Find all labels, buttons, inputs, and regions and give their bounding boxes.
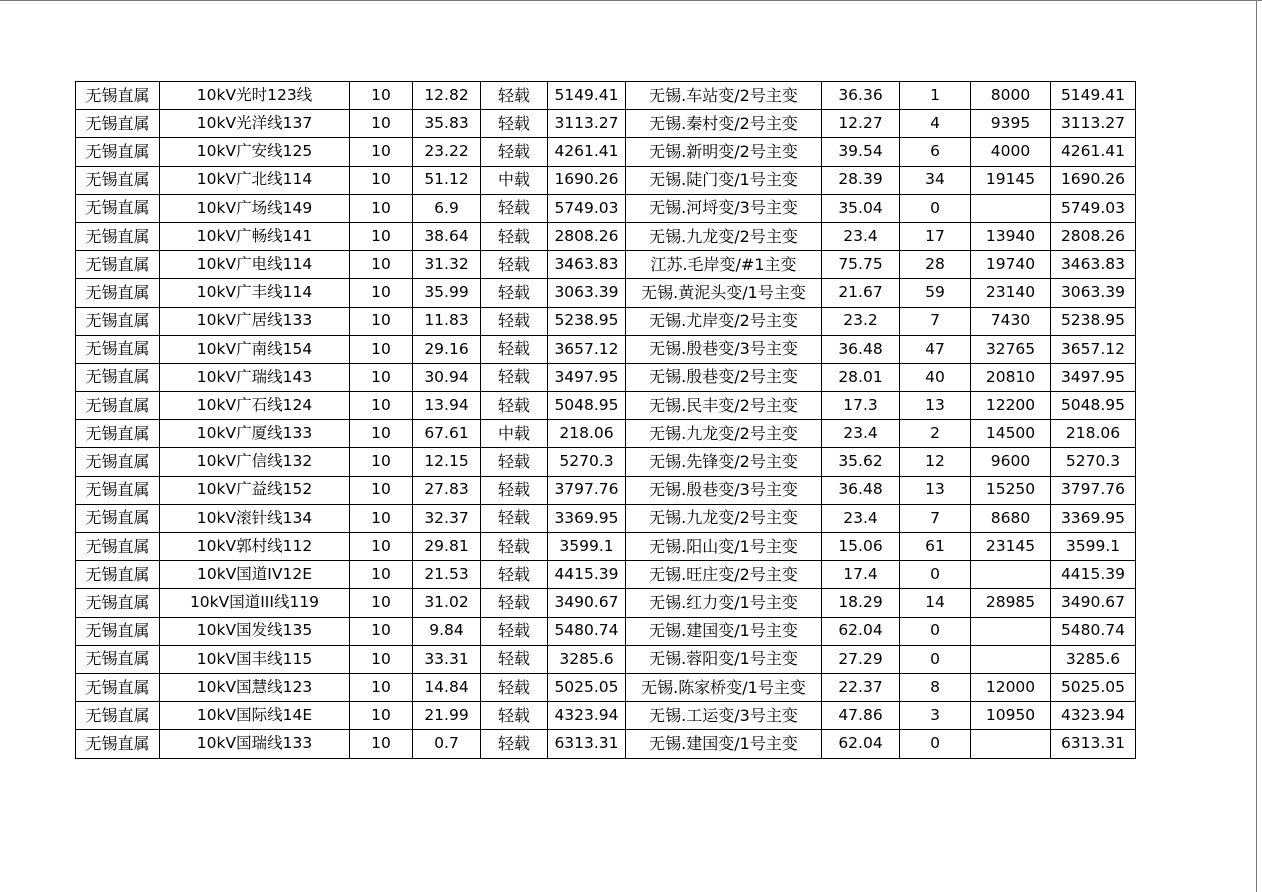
line-name-cell: 10kV广益线152 [160,476,350,504]
table-body [76,82,1136,759]
region-cell: 无锡直属 [76,279,160,307]
table-row [76,82,1136,110]
table-row [76,702,1136,730]
margin-cell: 3285.6 [1051,645,1136,673]
substation-cell: 无锡.殷巷变/2号主变 [626,363,822,391]
user-capacity-cell [971,617,1051,645]
capacity-cell: 4261.41 [548,138,626,166]
user-capacity-cell: 9600 [971,448,1051,476]
load-rate-cell: 29.16 [413,335,481,363]
user-count-cell: 3 [900,702,971,730]
table-row [76,110,1136,138]
page-top-border [0,0,1262,1]
load-status-cell: 轻载 [481,110,548,138]
substation-rate-cell: 28.01 [822,363,900,391]
substation-rate-cell: 36.36 [822,82,900,110]
substation-cell: 无锡.殷巷变/3号主变 [626,335,822,363]
margin-cell: 5048.95 [1051,392,1136,420]
line-name-cell: 10kV广北线114 [160,166,350,194]
voltage-cell: 10 [350,617,413,645]
voltage-cell: 10 [350,589,413,617]
load-rate-cell: 11.83 [413,307,481,335]
load-rate-cell: 31.32 [413,251,481,279]
region-cell: 无锡直属 [76,138,160,166]
load-rate-cell: 27.83 [413,476,481,504]
user-count-cell: 13 [900,392,971,420]
user-capacity-cell: 15250 [971,476,1051,504]
substation-cell: 无锡.建国变/1号主变 [626,730,822,758]
load-status-cell: 中载 [481,166,548,194]
capacity-cell: 4323.94 [548,702,626,730]
load-rate-cell: 12.15 [413,448,481,476]
load-status-cell: 轻载 [481,617,548,645]
margin-cell: 3369.95 [1051,504,1136,532]
table-row [76,307,1136,335]
user-count-cell: 0 [900,617,971,645]
substation-rate-cell: 17.4 [822,561,900,589]
load-status-cell: 轻载 [481,561,548,589]
margin-cell: 5480.74 [1051,617,1136,645]
substation-rate-cell: 35.04 [822,194,900,222]
voltage-cell: 10 [350,645,413,673]
substation-cell: 无锡.尤岸变/2号主变 [626,307,822,335]
margin-cell: 5149.41 [1051,82,1136,110]
margin-cell: 3113.27 [1051,110,1136,138]
load-status-cell: 轻载 [481,279,548,307]
voltage-cell: 10 [350,730,413,758]
user-capacity-cell: 32765 [971,335,1051,363]
capacity-cell: 3797.76 [548,476,626,504]
line-name-cell: 10kV广石线124 [160,392,350,420]
region-cell: 无锡直属 [76,533,160,561]
load-rate-cell: 21.99 [413,702,481,730]
table-row [76,448,1136,476]
user-count-cell: 7 [900,307,971,335]
load-rate-cell: 30.94 [413,363,481,391]
substation-cell: 无锡.车站变/2号主变 [626,82,822,110]
line-name-cell: 10kV国道III线119 [160,589,350,617]
load-rate-cell: 29.81 [413,533,481,561]
load-rate-cell: 14.84 [413,673,481,701]
table-row [76,730,1136,758]
load-status-cell: 轻载 [481,307,548,335]
user-capacity-cell: 8000 [971,82,1051,110]
load-rate-cell: 38.64 [413,222,481,250]
user-capacity-cell: 8680 [971,504,1051,532]
margin-cell: 2808.26 [1051,222,1136,250]
margin-cell: 5270.3 [1051,448,1136,476]
capacity-cell: 5238.95 [548,307,626,335]
margin-cell: 5025.05 [1051,673,1136,701]
load-status-cell: 轻载 [481,82,548,110]
table-row [76,420,1136,448]
table-row [76,335,1136,363]
capacity-cell: 218.06 [548,420,626,448]
user-count-cell: 2 [900,420,971,448]
region-cell: 无锡直属 [76,222,160,250]
substation-rate-cell: 35.62 [822,448,900,476]
user-capacity-cell: 7430 [971,307,1051,335]
load-status-cell: 轻载 [481,589,548,617]
load-rate-cell: 9.84 [413,617,481,645]
user-capacity-cell [971,645,1051,673]
substation-rate-cell: 39.54 [822,138,900,166]
line-name-cell: 10kV广信线132 [160,448,350,476]
capacity-cell: 3497.95 [548,363,626,391]
substation-rate-cell: 22.37 [822,673,900,701]
user-capacity-cell: 10950 [971,702,1051,730]
capacity-cell: 3599.1 [548,533,626,561]
substation-cell: 无锡.民丰变/2号主变 [626,392,822,420]
capacity-cell: 1690.26 [548,166,626,194]
capacity-cell: 2808.26 [548,222,626,250]
region-cell: 无锡直属 [76,448,160,476]
capacity-cell: 3657.12 [548,335,626,363]
capacity-cell: 5048.95 [548,392,626,420]
load-rate-cell: 6.9 [413,194,481,222]
page-right-border [1256,0,1257,892]
user-capacity-cell: 28985 [971,589,1051,617]
region-cell: 无锡直属 [76,645,160,673]
capacity-cell: 4415.39 [548,561,626,589]
substation-rate-cell: 23.4 [822,420,900,448]
load-rate-cell: 13.94 [413,392,481,420]
voltage-cell: 10 [350,307,413,335]
user-capacity-cell: 19145 [971,166,1051,194]
voltage-cell: 10 [350,138,413,166]
line-name-cell: 10kV国丰线115 [160,645,350,673]
margin-cell: 3063.39 [1051,279,1136,307]
region-cell: 无锡直属 [76,730,160,758]
voltage-cell: 10 [350,504,413,532]
voltage-cell: 10 [350,673,413,701]
voltage-cell: 10 [350,251,413,279]
substation-rate-cell: 23.4 [822,504,900,532]
region-cell: 无锡直属 [76,110,160,138]
substation-rate-cell: 28.39 [822,166,900,194]
voltage-cell: 10 [350,335,413,363]
margin-cell: 3463.83 [1051,251,1136,279]
table-row [76,166,1136,194]
user-count-cell: 12 [900,448,971,476]
user-count-cell: 8 [900,673,971,701]
load-rate-cell: 67.61 [413,420,481,448]
substation-cell: 无锡.先锋变/2号主变 [626,448,822,476]
feeder-table [75,81,1136,759]
substation-cell: 无锡.黄泥头变/1号主变 [626,279,822,307]
voltage-cell: 10 [350,561,413,589]
line-name-cell: 10kV国慧线123 [160,673,350,701]
user-capacity-cell: 4000 [971,138,1051,166]
user-count-cell: 13 [900,476,971,504]
substation-cell: 江苏.毛岸变/#1主变 [626,251,822,279]
table-row [76,617,1136,645]
region-cell: 无锡直属 [76,702,160,730]
substation-rate-cell: 62.04 [822,730,900,758]
table-row [76,392,1136,420]
table-row [76,645,1136,673]
table-row [76,589,1136,617]
table-row [76,194,1136,222]
user-capacity-cell [971,561,1051,589]
capacity-cell: 5149.41 [548,82,626,110]
user-capacity-cell [971,730,1051,758]
voltage-cell: 10 [350,392,413,420]
table-row [76,533,1136,561]
user-capacity-cell: 19740 [971,251,1051,279]
user-count-cell: 7 [900,504,971,532]
load-status-cell: 中载 [481,420,548,448]
table-row [76,251,1136,279]
table-row [76,138,1136,166]
voltage-cell: 10 [350,194,413,222]
substation-cell: 无锡.陈家桥变/1号主变 [626,673,822,701]
substation-rate-cell: 15.06 [822,533,900,561]
line-name-cell: 10kV郭村线112 [160,533,350,561]
line-name-cell: 10kV广畅线141 [160,222,350,250]
line-name-cell: 10kV广南线154 [160,335,350,363]
margin-cell: 4261.41 [1051,138,1136,166]
load-rate-cell: 51.12 [413,166,481,194]
region-cell: 无锡直属 [76,335,160,363]
region-cell: 无锡直属 [76,166,160,194]
line-name-cell: 10kV国发线135 [160,617,350,645]
user-count-cell: 0 [900,194,971,222]
margin-cell: 218.06 [1051,420,1136,448]
margin-cell: 5749.03 [1051,194,1136,222]
user-count-cell: 6 [900,138,971,166]
margin-cell: 3599.1 [1051,533,1136,561]
load-rate-cell: 35.99 [413,279,481,307]
voltage-cell: 10 [350,279,413,307]
substation-rate-cell: 27.29 [822,645,900,673]
margin-cell: 3797.76 [1051,476,1136,504]
substation-cell: 无锡.阳山变/1号主变 [626,533,822,561]
region-cell: 无锡直属 [76,617,160,645]
user-capacity-cell: 12000 [971,673,1051,701]
user-count-cell: 28 [900,251,971,279]
capacity-cell: 3285.6 [548,645,626,673]
region-cell: 无锡直属 [76,82,160,110]
load-status-cell: 轻载 [481,251,548,279]
load-status-cell: 轻载 [481,392,548,420]
line-name-cell: 10kV光洋线137 [160,110,350,138]
user-count-cell: 4 [900,110,971,138]
user-count-cell: 61 [900,533,971,561]
table-row [76,504,1136,532]
load-status-cell: 轻载 [481,504,548,532]
line-name-cell: 10kV广场线149 [160,194,350,222]
user-capacity-cell: 23140 [971,279,1051,307]
capacity-cell: 6313.31 [548,730,626,758]
user-count-cell: 1 [900,82,971,110]
substation-cell: 无锡.新明变/2号主变 [626,138,822,166]
substation-rate-cell: 17.3 [822,392,900,420]
user-count-cell: 40 [900,363,971,391]
table-row [76,279,1136,307]
voltage-cell: 10 [350,420,413,448]
line-name-cell: 10kV国际线14E [160,702,350,730]
voltage-cell: 10 [350,448,413,476]
substation-rate-cell: 12.27 [822,110,900,138]
region-cell: 无锡直属 [76,476,160,504]
voltage-cell: 10 [350,166,413,194]
voltage-cell: 10 [350,476,413,504]
capacity-cell: 3113.27 [548,110,626,138]
region-cell: 无锡直属 [76,504,160,532]
substation-cell: 无锡.河埒变/3号主变 [626,194,822,222]
user-count-cell: 0 [900,645,971,673]
voltage-cell: 10 [350,110,413,138]
line-name-cell: 10kV广居线133 [160,307,350,335]
line-name-cell: 10kV广丰线114 [160,279,350,307]
voltage-cell: 10 [350,702,413,730]
table-row [76,222,1136,250]
substation-cell: 无锡.殷巷变/3号主变 [626,476,822,504]
line-name-cell: 10kV光时123线 [160,82,350,110]
capacity-cell: 5749.03 [548,194,626,222]
load-status-cell: 轻载 [481,194,548,222]
user-count-cell: 14 [900,589,971,617]
load-status-cell: 轻载 [481,645,548,673]
margin-cell: 6313.31 [1051,730,1136,758]
substation-rate-cell: 23.4 [822,222,900,250]
user-count-cell: 34 [900,166,971,194]
substation-rate-cell: 47.86 [822,702,900,730]
margin-cell: 3657.12 [1051,335,1136,363]
load-status-cell: 轻载 [481,730,548,758]
user-capacity-cell: 14500 [971,420,1051,448]
substation-cell: 无锡.九龙变/2号主变 [626,504,822,532]
substation-cell: 无锡.九龙变/2号主变 [626,222,822,250]
line-name-cell: 10kV广厦线133 [160,420,350,448]
margin-cell: 4415.39 [1051,561,1136,589]
voltage-cell: 10 [350,82,413,110]
line-name-cell: 10kV滚针线134 [160,504,350,532]
load-rate-cell: 0.7 [413,730,481,758]
substation-rate-cell: 21.67 [822,279,900,307]
region-cell: 无锡直属 [76,673,160,701]
load-status-cell: 轻载 [481,476,548,504]
user-count-cell: 47 [900,335,971,363]
region-cell: 无锡直属 [76,589,160,617]
load-rate-cell: 23.22 [413,138,481,166]
margin-cell: 1690.26 [1051,166,1136,194]
region-cell: 无锡直属 [76,420,160,448]
substation-cell: 无锡.建国变/1号主变 [626,617,822,645]
voltage-cell: 10 [350,222,413,250]
load-rate-cell: 31.02 [413,589,481,617]
substation-rate-cell: 75.75 [822,251,900,279]
region-cell: 无锡直属 [76,392,160,420]
margin-cell: 5238.95 [1051,307,1136,335]
substation-cell: 无锡.九龙变/2号主变 [626,420,822,448]
substation-cell: 无锡.旺庄变/2号主变 [626,561,822,589]
line-name-cell: 10kV广瑞线143 [160,363,350,391]
substation-rate-cell: 36.48 [822,476,900,504]
user-count-cell: 0 [900,730,971,758]
region-cell: 无锡直属 [76,561,160,589]
load-rate-cell: 33.31 [413,645,481,673]
table-row [76,561,1136,589]
user-count-cell: 17 [900,222,971,250]
substation-rate-cell: 62.04 [822,617,900,645]
table-row [76,363,1136,391]
substation-rate-cell: 18.29 [822,589,900,617]
table-row [76,476,1136,504]
load-status-cell: 轻载 [481,363,548,391]
user-count-cell: 59 [900,279,971,307]
load-status-cell: 轻载 [481,448,548,476]
capacity-cell: 3063.39 [548,279,626,307]
substation-cell: 无锡.蓉阳变/1号主变 [626,645,822,673]
capacity-cell: 5270.3 [548,448,626,476]
substation-rate-cell: 36.48 [822,335,900,363]
load-rate-cell: 32.37 [413,504,481,532]
substation-cell: 无锡.红力变/1号主变 [626,589,822,617]
margin-cell: 4323.94 [1051,702,1136,730]
line-name-cell: 10kV广电线114 [160,251,350,279]
capacity-cell: 5480.74 [548,617,626,645]
voltage-cell: 10 [350,363,413,391]
user-capacity-cell: 13940 [971,222,1051,250]
load-status-cell: 轻载 [481,222,548,250]
substation-cell: 无锡.工运变/3号主变 [626,702,822,730]
substation-rate-cell: 23.2 [822,307,900,335]
substation-cell: 无锡.秦村变/2号主变 [626,110,822,138]
capacity-cell: 3463.83 [548,251,626,279]
user-capacity-cell: 20810 [971,363,1051,391]
user-capacity-cell: 12200 [971,392,1051,420]
line-name-cell: 10kV广安线125 [160,138,350,166]
capacity-cell: 3369.95 [548,504,626,532]
user-capacity-cell: 9395 [971,110,1051,138]
load-status-cell: 轻载 [481,335,548,363]
region-cell: 无锡直属 [76,307,160,335]
region-cell: 无锡直属 [76,363,160,391]
region-cell: 无锡直属 [76,194,160,222]
line-name-cell: 10kV国瑞线133 [160,730,350,758]
load-status-cell: 轻载 [481,673,548,701]
load-rate-cell: 35.83 [413,110,481,138]
load-rate-cell: 21.53 [413,561,481,589]
load-status-cell: 轻载 [481,138,548,166]
region-cell: 无锡直属 [76,251,160,279]
margin-cell: 3490.67 [1051,589,1136,617]
user-capacity-cell: 23145 [971,533,1051,561]
load-rate-cell: 12.82 [413,82,481,110]
load-status-cell: 轻载 [481,702,548,730]
load-status-cell: 轻载 [481,533,548,561]
user-capacity-cell [971,194,1051,222]
line-name-cell: 10kV国道IV12E [160,561,350,589]
substation-cell: 无锡.陡门变/1号主变 [626,166,822,194]
margin-cell: 3497.95 [1051,363,1136,391]
user-count-cell: 0 [900,561,971,589]
table-row [76,673,1136,701]
voltage-cell: 10 [350,533,413,561]
capacity-cell: 3490.67 [548,589,626,617]
capacity-cell: 5025.05 [548,673,626,701]
